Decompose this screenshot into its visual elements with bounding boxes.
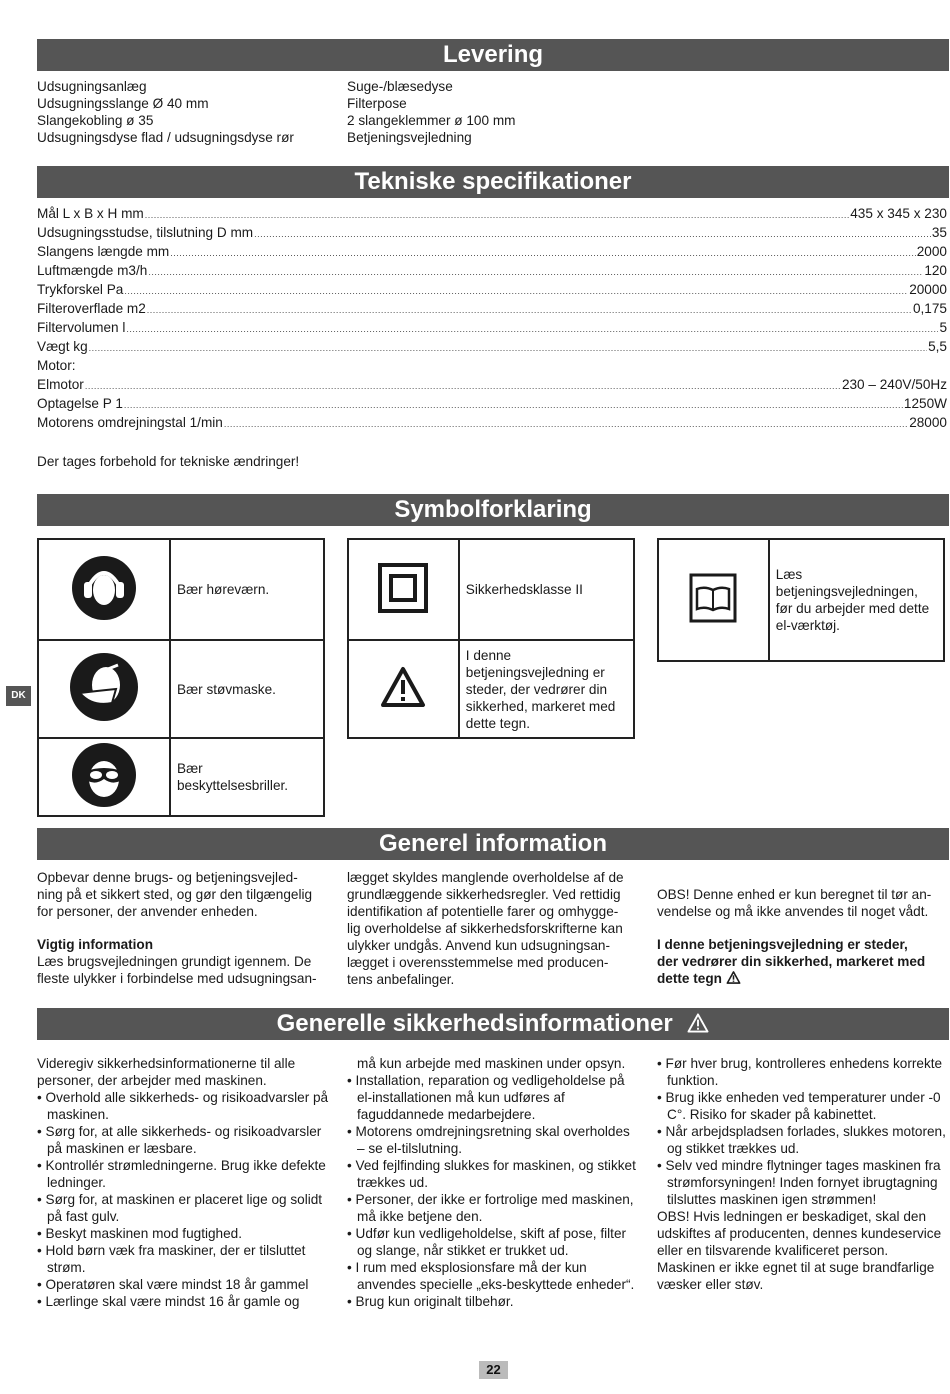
- spec-label: Elmotor: [37, 377, 84, 392]
- spec-label: Luftmængde m3/h: [37, 263, 148, 278]
- bullet-text: Selv ved mindre flytninger tages maskinen fra strømforsyningen! Inden fornyet ibrugtagning tilsluttes maskinen igen strømmen!: [665, 1158, 941, 1207]
- spec-row: [37, 223, 947, 242]
- spec-value: 2000: [916, 244, 947, 259]
- text-line: tens anbefalinger.: [347, 972, 455, 987]
- bullet-item: • Motorens omdrejningsretning skal overholdes – se el-tilslutning.: [347, 1124, 630, 1156]
- bullet-text: Før hver brug, kontrolleres enhedens korrekte funktion.: [665, 1056, 943, 1088]
- bullet-text: Brug kun originalt tilbehør.: [355, 1294, 514, 1309]
- spec-row: [37, 375, 947, 394]
- symbol-cell: [38, 738, 170, 816]
- bullet-item: • Når arbejdspladsen forlades, slukkes motoren, og stikket trækkes ud.: [657, 1124, 946, 1156]
- important-heading: Vigtig information: [37, 937, 154, 952]
- text-line: OBS! Denne enhed er kun beregnet til tør an-: [657, 887, 932, 902]
- text-line: vendelse og må ikke anvendes til noget vådt.: [657, 904, 929, 919]
- bullet-text: Brug ikke enheden ved temperaturer under -0 C°. Risiko for skader på kabinettet.: [665, 1090, 941, 1122]
- text-line: lægget i overensstemmelse med producen-: [347, 955, 609, 970]
- bullet-text: Når arbejdspladsen forlades, slukkes motoren, og stikket trækkes ud.: [665, 1124, 946, 1156]
- text-line: grundlæggende sikkerhedsregler. Ved rettidig: [347, 887, 621, 902]
- bullet-text: Hold børn væk fra maskiner, der er tilsluttet strøm.: [45, 1243, 306, 1275]
- spec-label: Mål L x B x H mm: [37, 206, 144, 221]
- spec-value: 230 – 240V/50Hz: [841, 377, 947, 392]
- general-info-col1: [37, 869, 337, 987]
- text-line: [657, 970, 949, 987]
- bullet-text: Operatøren skal være mindst 18 år gammel: [45, 1277, 309, 1292]
- spec-value: 28000: [909, 415, 947, 430]
- bullet-text: Kontrollér strømledningerne. Brug ikke defekte ledninger.: [45, 1158, 326, 1190]
- delivery-item: Suge-/blæsedyse: [347, 79, 453, 94]
- bullet-item: • Personer, der ikke er fortrolige med maskinen, må ikke betjene den.: [347, 1192, 634, 1224]
- spec-value: 120: [924, 263, 947, 278]
- text-paragraph: Videregiv sikkerhedsinformationerne til alle personer, der arbejder med maskinen.: [37, 1056, 296, 1088]
- safety-col3: [657, 1055, 949, 1293]
- text-line: lig overholdelse af sikkerhedsforskrifterne kan: [347, 921, 623, 936]
- section-header-symbols: Symbolforklaring: [37, 494, 949, 526]
- bullet-text: Sørg for, at maskinen er placeret lige og solidt på fast gulv.: [45, 1192, 323, 1224]
- symbol-text: Bær beskyttelsesbriller.: [170, 738, 324, 816]
- spec-value: 5: [939, 320, 947, 335]
- bullet-item: • Overhold alle sikkerheds- og risikoadvarsler på maskinen.: [37, 1090, 329, 1122]
- delivery-item: Filterpose: [347, 96, 407, 111]
- spec-label: Motor:: [37, 358, 76, 373]
- symbol-text: Bær støvmaske.: [170, 640, 324, 738]
- text-line: ning på et sikkert sted, og gør den tilgængelig: [37, 887, 313, 902]
- bullet-item: • Kontrollér strømledningerne. Brug ikke defekte ledninger.: [37, 1158, 326, 1190]
- delivery-item: Udsugningsanlæg: [37, 79, 147, 94]
- bullet-item: • Selv ved mindre flytninger tages maskinen fra strømforsyningen! Inden fornyet ibrugtagning tilsluttes maskinen igen strømmen!: [657, 1158, 941, 1207]
- bullet-item: • Lærlinge skal være mindst 16 år gamle og: [37, 1294, 300, 1309]
- spec-label: Optagelse P 1: [37, 396, 123, 411]
- bullet-item: • Operatøren skal være mindst 18 år gammel: [37, 1277, 309, 1292]
- text-line: I denne betjeningsvejledning er steder,: [657, 937, 908, 952]
- symbol-cell: [38, 640, 170, 738]
- spec-label: Trykforskel Pa: [37, 282, 124, 297]
- text-line: Læs brugsvejledningen grundigt igennem. De: [37, 954, 312, 969]
- text-line: for personer, der anvender enheden.: [37, 904, 258, 919]
- symbol-text: Sikkerhedsklasse II: [459, 539, 634, 640]
- safety-col1: [37, 1055, 329, 1310]
- bullet-text: Beskyt maskinen mod fugtighed.: [45, 1226, 243, 1241]
- section-header-specs: Tekniske specifikationer: [37, 166, 949, 198]
- symbol-table-safety: [347, 538, 635, 739]
- text-span: dette tegn: [657, 971, 722, 986]
- section-header-safety: [37, 1008, 949, 1040]
- text-line: fleste ulykker i forbindelse med udsugningsan-: [37, 971, 317, 986]
- text-line: lægget skyldes manglende overholdelse af de: [347, 870, 624, 885]
- warning-triangle-icon: [380, 666, 426, 708]
- delivery-item: Udsugningsdyse flad / udsugningsdyse rør: [37, 130, 294, 145]
- spec-value: 0,175: [912, 301, 947, 316]
- spec-row: [37, 318, 947, 337]
- read-manual-icon: [689, 573, 737, 623]
- symbol-text: Læs betjeningsvejledningen, før du arbejder med dette el-værktøj.: [769, 539, 944, 661]
- delivery-item: Udsugningsslange Ø 40 mm: [37, 96, 209, 111]
- hearing-protection-icon: [70, 554, 138, 622]
- spec-value: 35: [931, 225, 947, 240]
- symbol-table-ppe: [37, 538, 325, 817]
- bullet-item: • I rum med eksplosionsfare må der kun anvendes specielle „eks-beskyttede enheder“.: [347, 1260, 635, 1292]
- spec-row: [37, 413, 947, 432]
- spec-label: Slangens længde mm: [37, 244, 170, 259]
- delivery-item: Slangekobling ø 35: [37, 113, 154, 128]
- bullet-item: • Installation, reparation og vedligeholdelse på el-installationen må kun udføres af faguddannede medarbejdere.: [347, 1073, 625, 1122]
- delivery-list-right: [347, 78, 515, 146]
- symbol-text: I denne betjeningsvejledning er steder, der vedrører din sikkerhed, markeret med dette tegn.: [459, 640, 634, 738]
- dust-mask-icon: [68, 651, 140, 723]
- spec-note: Der tages forbehold for tekniske ændringer!: [37, 454, 300, 469]
- bullet-item: • Udfør kun vedligeholdelse, skift af pose, filter og slange, når stikket er trukket ud.: [347, 1226, 627, 1258]
- safety-glasses-icon: [70, 741, 138, 809]
- warning-triangle-icon: [726, 971, 741, 984]
- spec-value: 1250W: [903, 396, 947, 411]
- delivery-item: Betjeningsvejledning: [347, 130, 472, 145]
- spec-value: 20000: [909, 282, 947, 297]
- spec-label: Filteroverflade m2: [37, 301, 146, 316]
- bullet-text: Ved fejlfinding slukkes for maskinen, og stikket trækkes ud.: [355, 1158, 636, 1190]
- symbol-text: Bær høreværn.: [170, 539, 324, 640]
- spec-table: [37, 204, 947, 432]
- symbol-cell: [658, 539, 769, 661]
- bullet-text: Udfør kun vedligeholdelse, skift af pose, filter og slange, når stikket er trukket ud.: [355, 1226, 627, 1258]
- page-number: 22: [479, 1361, 508, 1379]
- text-line: Opbevar denne brugs- og betjeningsvejled-: [37, 870, 298, 885]
- bullet-text: Overhold alle sikkerheds- og risikoadvarsler på maskinen.: [45, 1090, 329, 1122]
- section-header-general-info: Generel information: [37, 828, 949, 860]
- bullet-text: I rum med eksplosionsfare må der kun anvendes specielle „eks-beskyttede enheder“.: [355, 1260, 635, 1292]
- bullet-item: • Sørg for, at maskinen er placeret lige og solidt på fast gulv.: [37, 1192, 323, 1224]
- language-tab: DK: [6, 686, 31, 706]
- general-info-col3: [657, 886, 949, 987]
- spec-row: [37, 337, 947, 356]
- spec-row: [37, 356, 947, 375]
- spec-label: Vægt kg: [37, 339, 88, 354]
- bullet-item: • Brug ikke enheden ved temperaturer under -0 C°. Risiko for skader på kabinettet.: [657, 1090, 941, 1122]
- delivery-item: 2 slangeklemmer ø 100 mm: [347, 113, 516, 128]
- spec-row: [37, 204, 947, 223]
- bullet-item: • Før hver brug, kontrolleres enhedens korrekte funktion.: [657, 1056, 943, 1088]
- bullet-item: • Sørg for, at alle sikkerheds- og risikoadvarsler på maskinen er læsbare.: [37, 1124, 322, 1156]
- bullet-item: • Brug kun originalt tilbehør.: [347, 1294, 514, 1309]
- bullet-item: • Ved fejlfinding slukkes for maskinen, og stikket trækkes ud.: [347, 1158, 636, 1190]
- bullet-text: Lærlinge skal være mindst 16 år gamle og: [45, 1294, 300, 1309]
- section-title: Generelle sikkerhedsinformationer: [276, 1010, 673, 1037]
- bullet-text: Personer, der ikke er fortrolige med maskinen, må ikke betjene den.: [355, 1192, 634, 1224]
- text-paragraph: må kun arbejde med maskinen under opsyn.: [357, 1056, 626, 1071]
- bullet-text: Installation, reparation og vedligeholdelse på el-installationen må kun udføres af faguddannede medarbejdere.: [355, 1073, 625, 1122]
- bullet-item: • Hold børn væk fra maskiner, der er tilsluttet strøm.: [37, 1243, 306, 1275]
- text-paragraph: OBS! Hvis ledningen er beskadiget, skal den udskiftes af producenten, dennes kundeservice eller en tilsvarende kvalificeret person. Maskinen er ikke egnet til at suge brandfarlige væsker eller støv.: [657, 1209, 942, 1292]
- spec-value: 435 x 345 x 230: [850, 206, 947, 221]
- bullet-text: Sørg for, at alle sikkerheds- og risikoadvarsler på maskinen er læsbare.: [45, 1124, 322, 1156]
- warning-triangle-icon: [687, 1013, 709, 1033]
- text-line: der vedrører din sikkerhed, markeret med: [657, 954, 926, 969]
- symbol-cell: [38, 539, 170, 640]
- spec-row: [37, 280, 947, 299]
- bullet-text: Motorens omdrejningsretning skal overholdes – se el-tilslutning.: [355, 1124, 630, 1156]
- spec-label: Motorens omdrejningstal 1/min: [37, 415, 223, 430]
- general-info-col2: [347, 869, 647, 988]
- spec-row: [37, 261, 947, 280]
- spec-row: [37, 242, 947, 261]
- spec-value: 5,5: [928, 339, 947, 354]
- double-insulation-icon: [377, 562, 429, 614]
- spec-label: Udsugningsstudse, tilslutning D mm: [37, 225, 254, 240]
- section-header-delivery: Levering: [37, 39, 949, 71]
- safety-col2: [347, 1055, 639, 1310]
- text-line: identifikation af potentielle farer og omhygge-: [347, 904, 619, 919]
- delivery-list-left: [37, 78, 294, 146]
- symbol-table-manual: [657, 538, 945, 662]
- spec-row: [37, 299, 947, 318]
- symbol-cell: [348, 640, 459, 738]
- text-line: ulykker undgås. Anvend kun udsugningsan-: [347, 938, 610, 953]
- symbol-cell: [348, 539, 459, 640]
- spec-row: [37, 394, 947, 413]
- spec-label: Filtervolumen l: [37, 320, 126, 335]
- bullet-item: • Beskyt maskinen mod fugtighed.: [37, 1226, 243, 1241]
